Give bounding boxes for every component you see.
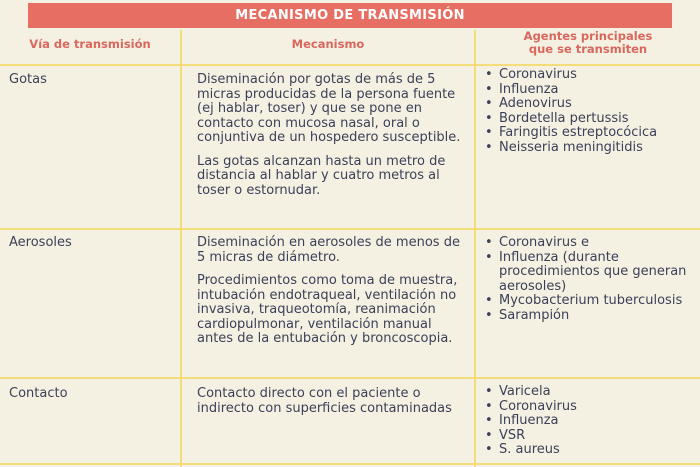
agent-item: • Influenza [483,83,688,98]
agent-item: • Faringitis estreptocócica [483,126,688,141]
row-gotas-via: Gotas [9,72,47,87]
row-divider [0,463,700,465]
agent-item: • Influenza [483,414,688,429]
mecanismo-paragraph: Procedimientos como toma de muestra, intubación endotraqueal, ventilación no invasiva, traqueotomía, reanimación cardiopulmonar, ventilación manual antes de la entubación y broncoscopia. [197,273,458,346]
row-aerosoles-mecanismo [197,236,465,356]
row-divider [0,228,700,230]
row-divider [0,64,700,66]
agent-item: • Adenovirus [483,97,688,112]
agent-item: • Influenza (durante procedimientos que generan aerosoles) [483,251,688,295]
row-gotas-mecanismo [197,73,465,207]
agent-item: • Coronavirus e [483,236,688,251]
header-via: Vía de transmisión [29,37,151,51]
column-divider [180,30,182,467]
header-agentes [476,30,700,56]
row-contacto-mecanismo [197,387,465,425]
agent-item: • VSR [483,429,688,444]
row-aerosoles-via: Aerosoles [9,235,72,250]
agent-item: • Coronavirus [483,68,688,83]
agent-item: • Bordetella pertussis [483,112,688,127]
agent-item: • Varicela [483,385,688,400]
mecanismo-paragraph: Diseminación en aerosoles de menos de 5 micras de diámetro. [197,235,460,265]
row-contacto-via: Contacto [9,386,68,401]
agent-item: • Sarampión [483,309,688,324]
header-agentes-line2: que se transmiten [528,42,648,56]
row-divider [0,377,700,379]
transmission-table [0,30,700,467]
table-title: MECANISMO DE TRANSMISIÓN [28,3,672,28]
row-aerosoles-agentes [483,236,688,323]
header-mecanismo: Mecanismo [291,37,365,51]
mecanismo-paragraph: Contacto directo con el paciente o indirecto con superficies contaminadas [197,386,452,416]
header-agentes-line1: Agentes principales [523,29,653,43]
agent-item: • Neisseria meningitidis [483,141,688,156]
row-contacto-agentes [483,385,688,458]
agent-item: • Coronavirus [483,400,688,415]
mecanismo-paragraph: Las gotas alcanzan hasta un metro de distancia al hablar y cuatro metros al toser o estornudar. [197,153,446,198]
column-divider [474,30,476,467]
mecanismo-paragraph: Diseminación por gotas de más de 5 micras producidas de la persona fuente (ej hablar, toser) y que se pone en contacto con mucosa nasal, oral o conjuntiva de un hospedero susceptible. [197,72,461,145]
agent-item: • S. aureus [483,443,688,458]
agent-item: • Mycobacterium tuberculosis [483,294,688,309]
row-gotas-agentes [483,68,688,155]
